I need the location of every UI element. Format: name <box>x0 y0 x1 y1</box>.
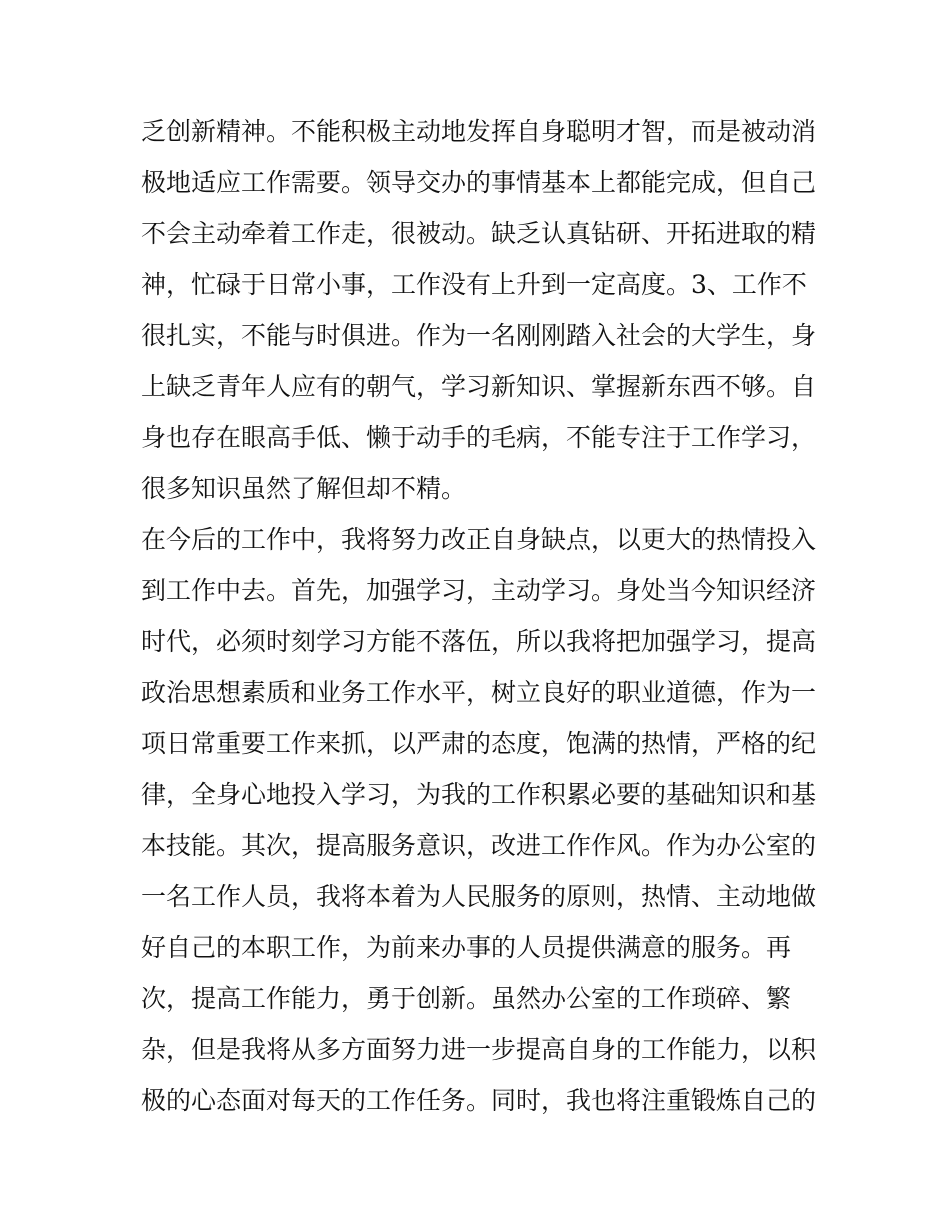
text-line: 很扎实，不能与时俱进。作为一名刚刚踏入社会的大学生，身 <box>141 321 817 350</box>
text-line: 一名工作人员，我将本着为人民服务的原则，热情、主动地做 <box>141 882 817 911</box>
text-line: 上缺乏青年人应有的朝气，学习新知识、掌握新东西不够。自 <box>141 372 817 401</box>
text-line: 极地适应工作需要。领导交办的事情基本上都能完成，但自己 <box>141 168 817 197</box>
text-line: 杂，但是我将从多方面努力进一步提高自身的工作能力，以积 <box>141 1035 817 1064</box>
text-line: 好自己的本职工作，为前来办事的人员提供满意的服务。再 <box>141 933 792 962</box>
text-line: 很多知识虽然了解但却不精。 <box>141 474 467 503</box>
text-line: 乏创新精神。不能积极主动地发挥自身聪明才智，而是被动消 <box>141 117 817 146</box>
text-line: 到工作中去。首先，加强学习，主动学习。身处当今知识经济 <box>141 576 817 605</box>
text-line: 不会主动牵着工作走，很被动。缺乏认真钻研、开拓进取的精 <box>141 219 817 248</box>
text-line: 本技能。其次，提高服务意识，改进工作作风。作为办公室的 <box>141 831 817 860</box>
text-line: 时代，必须时刻学习方能不落伍，所以我将把加强学习，提高 <box>141 627 817 656</box>
text-line: 次，提高工作能力，勇于创新。虽然办公室的工作琐碎、繁 <box>141 984 792 1013</box>
text-line: 在今后的工作中，我将努力改正自身缺点，以更大的热情投入 <box>141 525 817 554</box>
paragraph-2 <box>141 514 821 1126</box>
paragraph-1 <box>141 106 821 514</box>
text-line: 政治思想素质和业务工作水平，树立良好的职业道德，作为一 <box>141 678 817 707</box>
text-line: 极的心态面对每天的工作任务。同时，我也将注重锻炼自己的 <box>141 1086 817 1115</box>
text-line: 神，忙碌于日常小事，工作没有上升到一定高度。3、工作不 <box>141 270 807 299</box>
text-line: 项日常重要工作来抓，以严肃的态度，饱满的热情，严格的纪 <box>141 729 817 758</box>
document-body <box>141 106 821 1126</box>
text-line: 律，全身心地投入学习，为我的工作积累必要的基础知识和基 <box>141 780 817 809</box>
text-line: 身也存在眼高手低、懒于动手的毛病，不能专注于工作学习， <box>141 423 817 452</box>
